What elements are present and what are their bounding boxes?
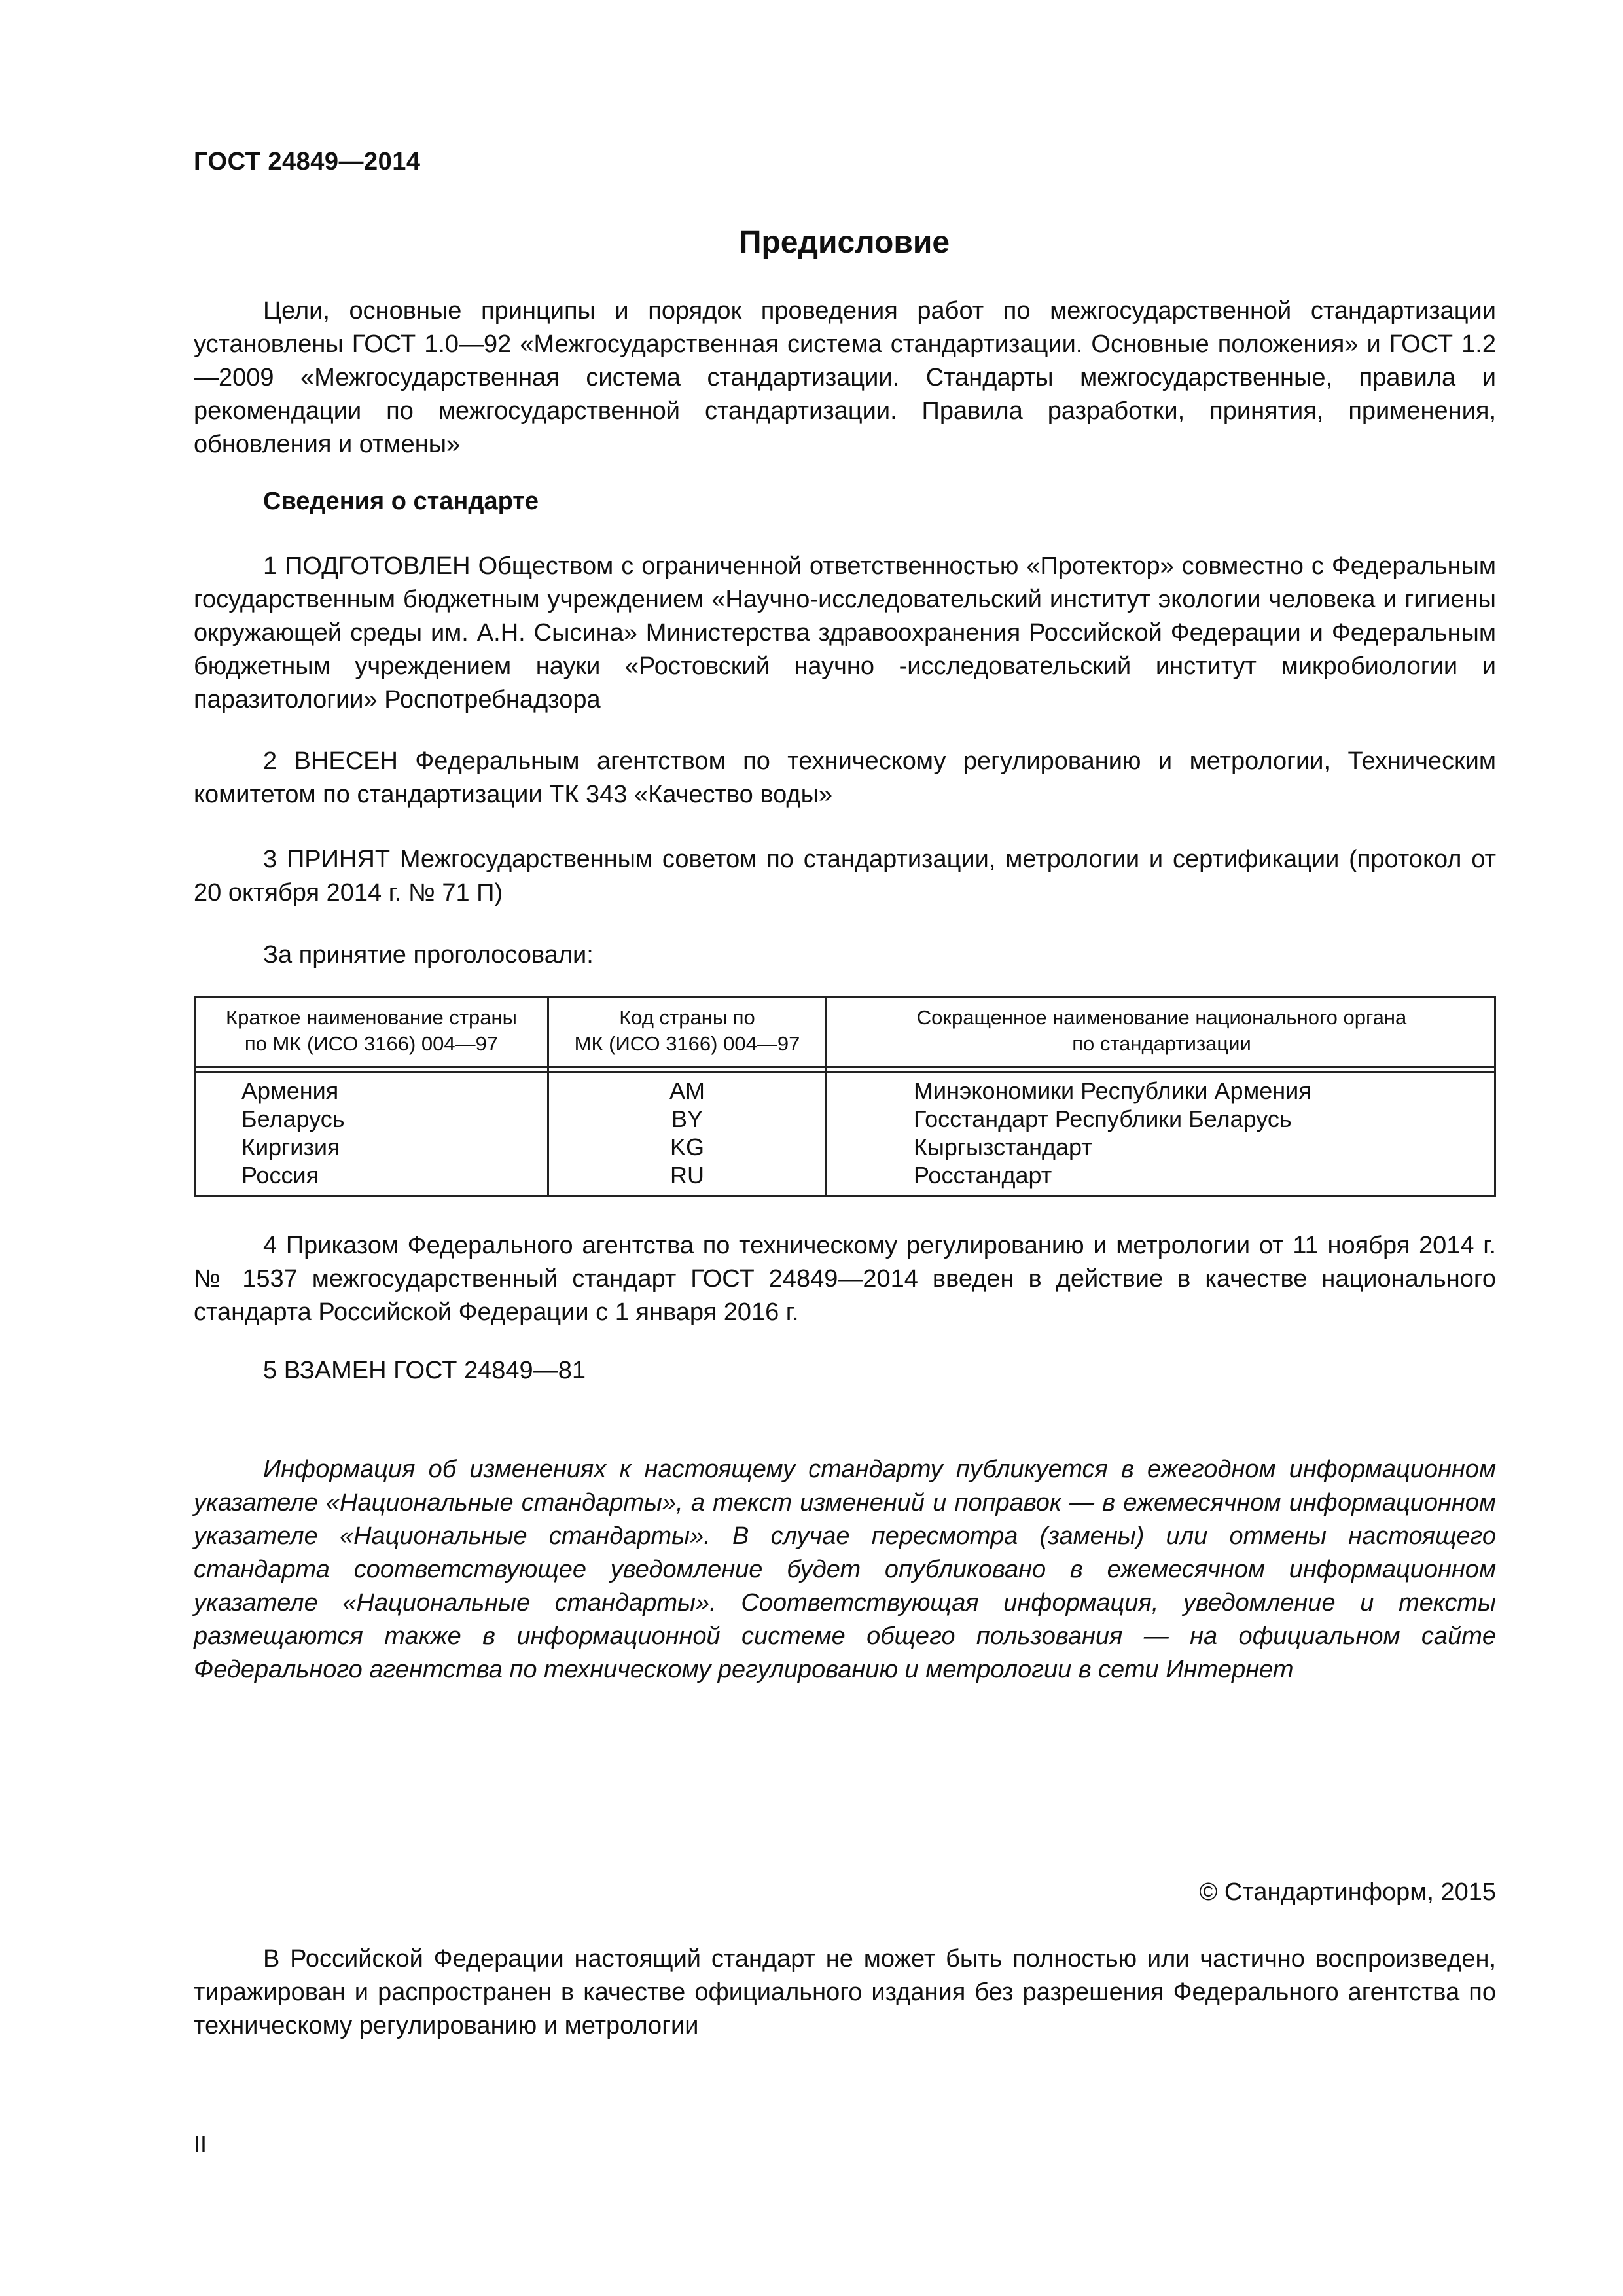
table-header-code: Код страны по МК (ИСО 3166) 004—97 <box>574 1006 800 1055</box>
table-cell: Армения <box>241 1077 339 1104</box>
table-column-code <box>549 1077 825 1189</box>
standard-code-header: ГОСТ 24849—2014 <box>194 148 421 175</box>
item-1-paragraph: 1 ПОДГОТОВЛЕН Обществом с ограниченной ответственностью «Протектор» совместно с Федеральным государственным бюджетным учреждением «Научно-исследовательский институт экологии человека и гигиены окружающей среды им. А.Н. Сысина» Министерства здравоохранения Российской Федерации и Федеральным бюджетным учреждением науки «Ростовский научно -исследовательский институт микробиологии и паразитологии» Роспотребнадзора <box>194 552 1496 713</box>
table-column-country <box>241 1077 344 1189</box>
table-cell: Беларусь <box>241 1105 345 1132</box>
item-5-paragraph: 5 ВЗАМЕН ГОСТ 24849—81 <box>263 1357 586 1384</box>
table-cell: RU <box>670 1162 704 1189</box>
item-3-paragraph: 3 ПРИНЯТ Межгосударственным советом по стандартизации, метрологии и сертификации (протокол от 20 октября 2014 г. № 71 П) <box>194 846 1496 906</box>
table-cell: AM <box>669 1077 705 1104</box>
table-cell: KG <box>669 1134 704 1160</box>
table-column-body <box>914 1077 1311 1189</box>
table-cell: Росстандарт <box>914 1162 1052 1189</box>
table-cell: Россия <box>241 1162 319 1189</box>
page-title: Предисловие <box>738 225 950 260</box>
page-number: II <box>194 2130 207 2157</box>
intro-paragraph: Цели, основные принципы и порядок проведения работ по межгосударственной стандартизации установлены ГОСТ 1.0—92 «Межгосударственная система стандартизации. Основные положения» и ГОСТ 1.2—2009 «Межгосударственная система стандартизации. Стандарты межгосударственные, правила и рекомендации по межгосударственной стандартизации. Правила разработки, принятия, применения, обновления и отмены» <box>194 297 1496 458</box>
reproduction-notice-paragraph: В Российской Федерации настоящий стандарт не может быть полностью или частично воспроизведен, тиражирован и распространен в качестве официального издания без разрешения Федерального агентства по техническому регулированию и метрологии <box>194 1945 1496 2039</box>
copyright-line: © Стандартинформ, 2015 <box>1199 1878 1496 1906</box>
table-header-divider <box>196 1071 1494 1073</box>
table-cell: Минэкономики Республики Армения <box>914 1077 1311 1104</box>
table-header-country: Краткое наименование страны по МК (ИСО 3166) 004—97 <box>226 1006 517 1055</box>
voting-table <box>194 996 1496 1197</box>
table-cell: Киргизия <box>241 1134 340 1160</box>
table-header-body: Сокращенное наименование национального органа по стандартизации <box>916 1006 1407 1055</box>
voted-label: За принятие проголосовали: <box>263 941 594 969</box>
table-cell: Кыргызстандарт <box>914 1134 1092 1160</box>
changes-notice-paragraph: Информация об изменениях к настоящему стандарту публикуется в ежегодном информационном указателе «Национальные стандарты», а текст изменений и поправок — в ежемесячном информационном указателе «Национальные стандарты». В случае пересмотра (замены) или отмены настоящего стандарта соответствующее уведомление будет опубликовано в ежемесячном информационном указателе «Национальные стандарты». Соответствующая информация, уведомление и тексты размещаются также в информационной системе общего пользования — на официальном сайте Федерального агентства по техническому регулированию и метрологии в сети Интернет <box>194 1456 1496 1683</box>
info-heading: Сведения о стандарте <box>263 488 539 515</box>
item-4-paragraph: 4 Приказом Федерального агентства по техническому регулированию и метрологии от 11 ноября 2014 г. № 1537 межгосударственный стандарт ГОСТ 24849—2014 введен в действие в качестве национального стандарта Российской Федерации с 1 января 2016 г. <box>194 1232 1496 1326</box>
table-header-divider <box>196 1066 1494 1068</box>
item-2-paragraph: 2 ВНЕСЕН Федеральным агентством по техническому регулированию и метрологии, Техническим комитетом по стандартизации ТК 343 «Качество воды» <box>194 747 1496 808</box>
table-cell: Госстандарт Республики Беларусь <box>914 1105 1292 1132</box>
table-cell: BY <box>671 1105 704 1132</box>
